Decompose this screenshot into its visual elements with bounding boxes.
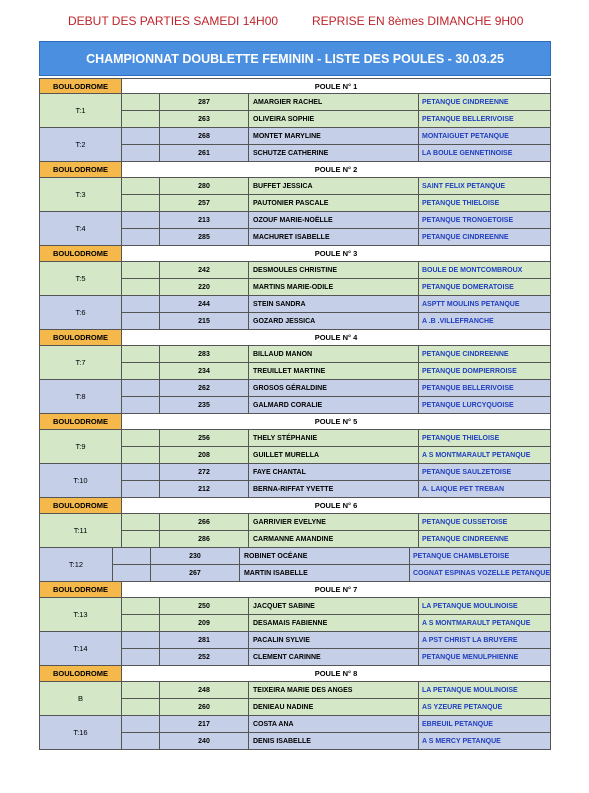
- player-row: [122, 632, 550, 648]
- player-number: 230: [151, 548, 240, 564]
- blank-cell: [122, 699, 160, 715]
- blank-cell: [122, 716, 160, 732]
- team-row: [39, 716, 551, 750]
- player-number: 235: [160, 397, 249, 413]
- player-name: GUILLET MURELLA: [249, 447, 419, 463]
- player-name: GOZARD JESSICA: [249, 313, 419, 329]
- player-number: 261: [160, 145, 249, 161]
- club-name: PETANQUE THIELOISE: [422, 199, 500, 207]
- team-row: [39, 380, 551, 414]
- player-name: BILLAUD MANON: [249, 346, 419, 362]
- pool-name: POULE N° 3: [122, 246, 550, 261]
- player-row: [122, 446, 550, 463]
- player-row: [122, 362, 550, 379]
- player-number: 252: [160, 649, 249, 665]
- player-number: 286: [160, 531, 249, 547]
- player-row: [122, 648, 550, 665]
- player-number: 220: [160, 279, 249, 295]
- blank-cell: [113, 565, 151, 581]
- blank-cell: [122, 430, 160, 446]
- club-name: PETANQUE CUSSETOISE: [422, 518, 508, 526]
- pool-header: [39, 246, 551, 262]
- club-name: PETANQUE CINDREENNE: [422, 350, 509, 358]
- blank-cell: [122, 94, 160, 110]
- team-row: [39, 682, 551, 716]
- blank-cell: [122, 632, 160, 648]
- club-name: PETANQUE THIELOISE: [422, 434, 500, 442]
- player-row: [122, 212, 550, 228]
- table-label: T:14: [40, 632, 122, 665]
- pool-header: [39, 666, 551, 682]
- blank-cell: [122, 178, 160, 194]
- player-number: 281: [160, 632, 249, 648]
- player-row: [122, 178, 550, 194]
- blank-cell: [122, 380, 160, 396]
- pool-header: [39, 414, 551, 430]
- table-label: T:16: [40, 716, 122, 749]
- player-number: 208: [160, 447, 249, 463]
- player-row: [122, 312, 550, 329]
- blank-cell: [122, 733, 160, 749]
- club-name: PETANQUE DOMERATOISE: [422, 283, 514, 291]
- team-row: [39, 346, 551, 380]
- pool-header: [39, 330, 551, 346]
- player-name: TREUILLET MARTINE: [249, 363, 419, 379]
- player-row: [122, 514, 550, 530]
- club-name: PETANQUE SAULZETOISE: [422, 468, 512, 476]
- pool-name: POULE N° 6: [122, 498, 550, 513]
- player-number: 215: [160, 313, 249, 329]
- bouldrome-label: BOULODROME: [40, 498, 122, 513]
- player-row: [122, 110, 550, 127]
- player-name: DESAMAIS FABIENNE: [249, 615, 419, 631]
- club-name: A .B .VILLEFRANCHE: [422, 317, 494, 325]
- player-name: MARTINS MARIE-ODILE: [249, 279, 419, 295]
- player-number: 250: [160, 598, 249, 614]
- table-label: T:1: [40, 94, 122, 127]
- table-label: B: [40, 682, 122, 715]
- page-title: CHAMPIONNAT DOUBLETTE FEMININ - LISTE DES POULES - 30.03.25: [39, 41, 551, 76]
- pool-name: POULE N° 2: [122, 162, 550, 177]
- player-name: SCHUTZE CATHERINE: [249, 145, 419, 161]
- club-name: PETANQUE MENULPHIENNE: [422, 653, 519, 661]
- blank-cell: [122, 262, 160, 278]
- club-name: PETANQUE DOMPIERROISE: [422, 367, 517, 375]
- player-number: 272: [160, 464, 249, 480]
- pool-name: POULE N° 7: [122, 582, 550, 597]
- club-name: MONTAIGUET PETANQUE: [422, 132, 509, 140]
- player-number: 242: [160, 262, 249, 278]
- player-number: 262: [160, 380, 249, 396]
- club-name: A S MERCY PETANQUE: [422, 737, 501, 745]
- player-row: [122, 296, 550, 312]
- pool-header: [39, 162, 551, 178]
- resume-notice: REPRISE EN 8èmes DIMANCHE 9H00: [312, 14, 524, 28]
- pool-name: POULE N° 5: [122, 414, 550, 429]
- blank-cell: [122, 531, 160, 547]
- team-row: [39, 464, 551, 498]
- table-label: T:4: [40, 212, 122, 245]
- table-label: T:7: [40, 346, 122, 379]
- team-row: [39, 598, 551, 632]
- player-name: PACALIN SYLVIE: [249, 632, 419, 648]
- club-name: A. LAIQUE PET TREBAN: [422, 485, 505, 493]
- bouldrome-label: BOULODROME: [40, 582, 122, 597]
- player-row: [113, 564, 550, 581]
- player-row: [122, 346, 550, 362]
- bouldrome-label: BOULODROME: [40, 330, 122, 345]
- player-row: [122, 614, 550, 631]
- player-row: [122, 698, 550, 715]
- player-name: ROBINET OCÉANE: [240, 548, 410, 564]
- player-number: 217: [160, 716, 249, 732]
- player-row: [113, 548, 550, 564]
- player-name: JACQUET SABINE: [249, 598, 419, 614]
- team-row: [39, 514, 551, 548]
- player-number: 260: [160, 699, 249, 715]
- team-row: [39, 128, 551, 162]
- table-label: T:10: [40, 464, 122, 497]
- player-number: 285: [160, 229, 249, 245]
- player-row: [122, 380, 550, 396]
- player-number: 283: [160, 346, 249, 362]
- player-row: [122, 682, 550, 698]
- player-name: AMARGIER RACHEL: [249, 94, 419, 110]
- player-row: [122, 262, 550, 278]
- club-name: PETANQUE CHAMBLETOISE: [412, 552, 510, 560]
- blank-cell: [122, 128, 160, 144]
- player-name: MARTIN ISABELLE: [240, 565, 410, 581]
- pool-name: POULE N° 8: [122, 666, 550, 681]
- player-number: 244: [160, 296, 249, 312]
- player-row: [122, 430, 550, 446]
- bouldrome-label: BOULODROME: [40, 666, 122, 681]
- club-name: A PST CHRIST LA BRUYERE: [422, 636, 518, 644]
- player-row: [122, 194, 550, 211]
- player-row: [122, 716, 550, 732]
- club-name: PETANQUE LURCYQUOISE: [422, 401, 514, 409]
- team-row: [39, 94, 551, 128]
- team-row: [39, 548, 551, 582]
- player-name: TEIXEIRA MARIE DES ANGES: [249, 682, 419, 698]
- blank-cell: [122, 346, 160, 362]
- player-row: [122, 228, 550, 245]
- pool-name: POULE N° 1: [122, 79, 550, 93]
- club-name: A S MONTMARAULT PETANQUE: [422, 619, 531, 627]
- player-name: COSTA ANA: [249, 716, 419, 732]
- team-row: [39, 262, 551, 296]
- blank-cell: [122, 212, 160, 228]
- player-number: 209: [160, 615, 249, 631]
- player-row: [122, 598, 550, 614]
- blank-cell: [122, 464, 160, 480]
- player-number: 287: [160, 94, 249, 110]
- table-label: T:2: [40, 128, 122, 161]
- player-name: GARRIVIER EVELYNE: [249, 514, 419, 530]
- player-name: FAYE CHANTAL: [249, 464, 419, 480]
- schedule-notice: [0, 14, 589, 34]
- table-label: T:9: [40, 430, 122, 463]
- player-name: CLEMENT CARINNE: [249, 649, 419, 665]
- player-name: BERNA-RIFFAT YVETTE: [249, 481, 419, 497]
- table-label: T:8: [40, 380, 122, 413]
- table-label: T:13: [40, 598, 122, 631]
- team-row: [39, 632, 551, 666]
- team-row: [39, 212, 551, 246]
- club-name: PETANQUE BELLERIVOISE: [422, 115, 514, 123]
- player-name: DESMOULES CHRISTINE: [249, 262, 419, 278]
- player-number: 212: [160, 481, 249, 497]
- player-name: CARMANNE AMANDINE: [249, 531, 419, 547]
- bouldrome-label: BOULODROME: [40, 246, 122, 261]
- club-name: PETANQUE CINDREENNE: [422, 233, 509, 241]
- player-row: [122, 94, 550, 110]
- player-number: 257: [160, 195, 249, 211]
- blank-cell: [122, 229, 160, 245]
- player-name: GROSOS GÉRALDINE: [249, 380, 419, 396]
- player-row: [122, 278, 550, 295]
- player-name: PAUTONIER PASCALE: [249, 195, 419, 211]
- player-number: 234: [160, 363, 249, 379]
- blank-cell: [122, 598, 160, 614]
- player-number: 280: [160, 178, 249, 194]
- pools-table: [39, 78, 551, 750]
- player-name: OLIVEIRA SOPHIE: [249, 111, 419, 127]
- club-name: SAINT FELIX PETANQUE: [422, 182, 506, 190]
- player-number: 268: [160, 128, 249, 144]
- team-row: [39, 296, 551, 330]
- blank-cell: [122, 481, 160, 497]
- club-name: LA BOULE GENNETINOISE: [422, 149, 513, 157]
- player-number: 248: [160, 682, 249, 698]
- player-name: DENIEAU NADINE: [249, 699, 419, 715]
- player-name: BUFFET JESSICA: [249, 178, 419, 194]
- blank-cell: [122, 195, 160, 211]
- blank-cell: [122, 615, 160, 631]
- player-row: [122, 144, 550, 161]
- bouldrome-label: BOULODROME: [40, 79, 122, 93]
- blank-cell: [122, 514, 160, 530]
- club-name: PETANQUE CINDREENNE: [422, 535, 509, 543]
- club-name: AS YZEURE PETANQUE: [422, 703, 503, 711]
- player-row: [122, 530, 550, 547]
- player-name: MACHURET ISABELLE: [249, 229, 419, 245]
- team-row: [39, 430, 551, 464]
- player-number: 240: [160, 733, 249, 749]
- player-number: 263: [160, 111, 249, 127]
- player-name: OZOUF MARIE-NOËLLE: [249, 212, 419, 228]
- start-notice: DEBUT DES PARTIES SAMEDI 14H00: [68, 14, 279, 28]
- player-row: [122, 480, 550, 497]
- club-name: ASPTT MOULINS PETANQUE: [422, 300, 520, 308]
- blank-cell: [122, 363, 160, 379]
- player-row: [122, 464, 550, 480]
- player-row: [122, 732, 550, 749]
- table-label: T:5: [40, 262, 122, 295]
- blank-cell: [122, 145, 160, 161]
- table-label: T:11: [40, 514, 122, 547]
- pool-header: [39, 582, 551, 598]
- pool-header: [39, 498, 551, 514]
- blank-cell: [122, 447, 160, 463]
- bouldrome-label: BOULODROME: [40, 162, 122, 177]
- club-name: LA PETANQUE MOULINOISE: [422, 602, 518, 610]
- bouldrome-label: BOULODROME: [40, 414, 122, 429]
- table-label: T:6: [40, 296, 122, 329]
- club-name: BOULE DE MONTCOMBROUX: [422, 266, 523, 274]
- club-name: COGNAT ESPINAS VOZELLE PETANQUE: [412, 569, 550, 577]
- player-row: [122, 396, 550, 413]
- blank-cell: [122, 682, 160, 698]
- player-number: 266: [160, 514, 249, 530]
- blank-cell: [122, 397, 160, 413]
- blank-cell: [113, 548, 151, 564]
- player-name: DENIS ISABELLE: [249, 733, 419, 749]
- player-name: MONTET MARYLINE: [249, 128, 419, 144]
- blank-cell: [122, 279, 160, 295]
- club-name: PETANQUE CINDREENNE: [422, 98, 509, 106]
- player-number: 213: [160, 212, 249, 228]
- club-name: EBREUIL PETANQUE: [422, 720, 493, 728]
- club-name: LA PETANQUE MOULINOISE: [422, 686, 518, 694]
- player-number: 256: [160, 430, 249, 446]
- blank-cell: [122, 313, 160, 329]
- player-name: STEIN SANDRA: [249, 296, 419, 312]
- team-row: [39, 178, 551, 212]
- pool-name: POULE N° 4: [122, 330, 550, 345]
- club-name: PETANQUE BELLERIVOISE: [422, 384, 514, 392]
- blank-cell: [122, 296, 160, 312]
- club-name: A S MONTMARAULT PETANQUE: [422, 451, 531, 459]
- club-name: PETANQUE TRONGETOISE: [422, 216, 514, 224]
- table-label: T:3: [40, 178, 122, 211]
- player-number: 267: [151, 565, 240, 581]
- player-row: [122, 128, 550, 144]
- table-label: T:12: [40, 548, 113, 581]
- blank-cell: [122, 649, 160, 665]
- blank-cell: [122, 111, 160, 127]
- pool-header: [39, 78, 551, 94]
- player-name: THELY STÉPHANIE: [249, 430, 419, 446]
- player-name: GALMARD CORALIE: [249, 397, 419, 413]
